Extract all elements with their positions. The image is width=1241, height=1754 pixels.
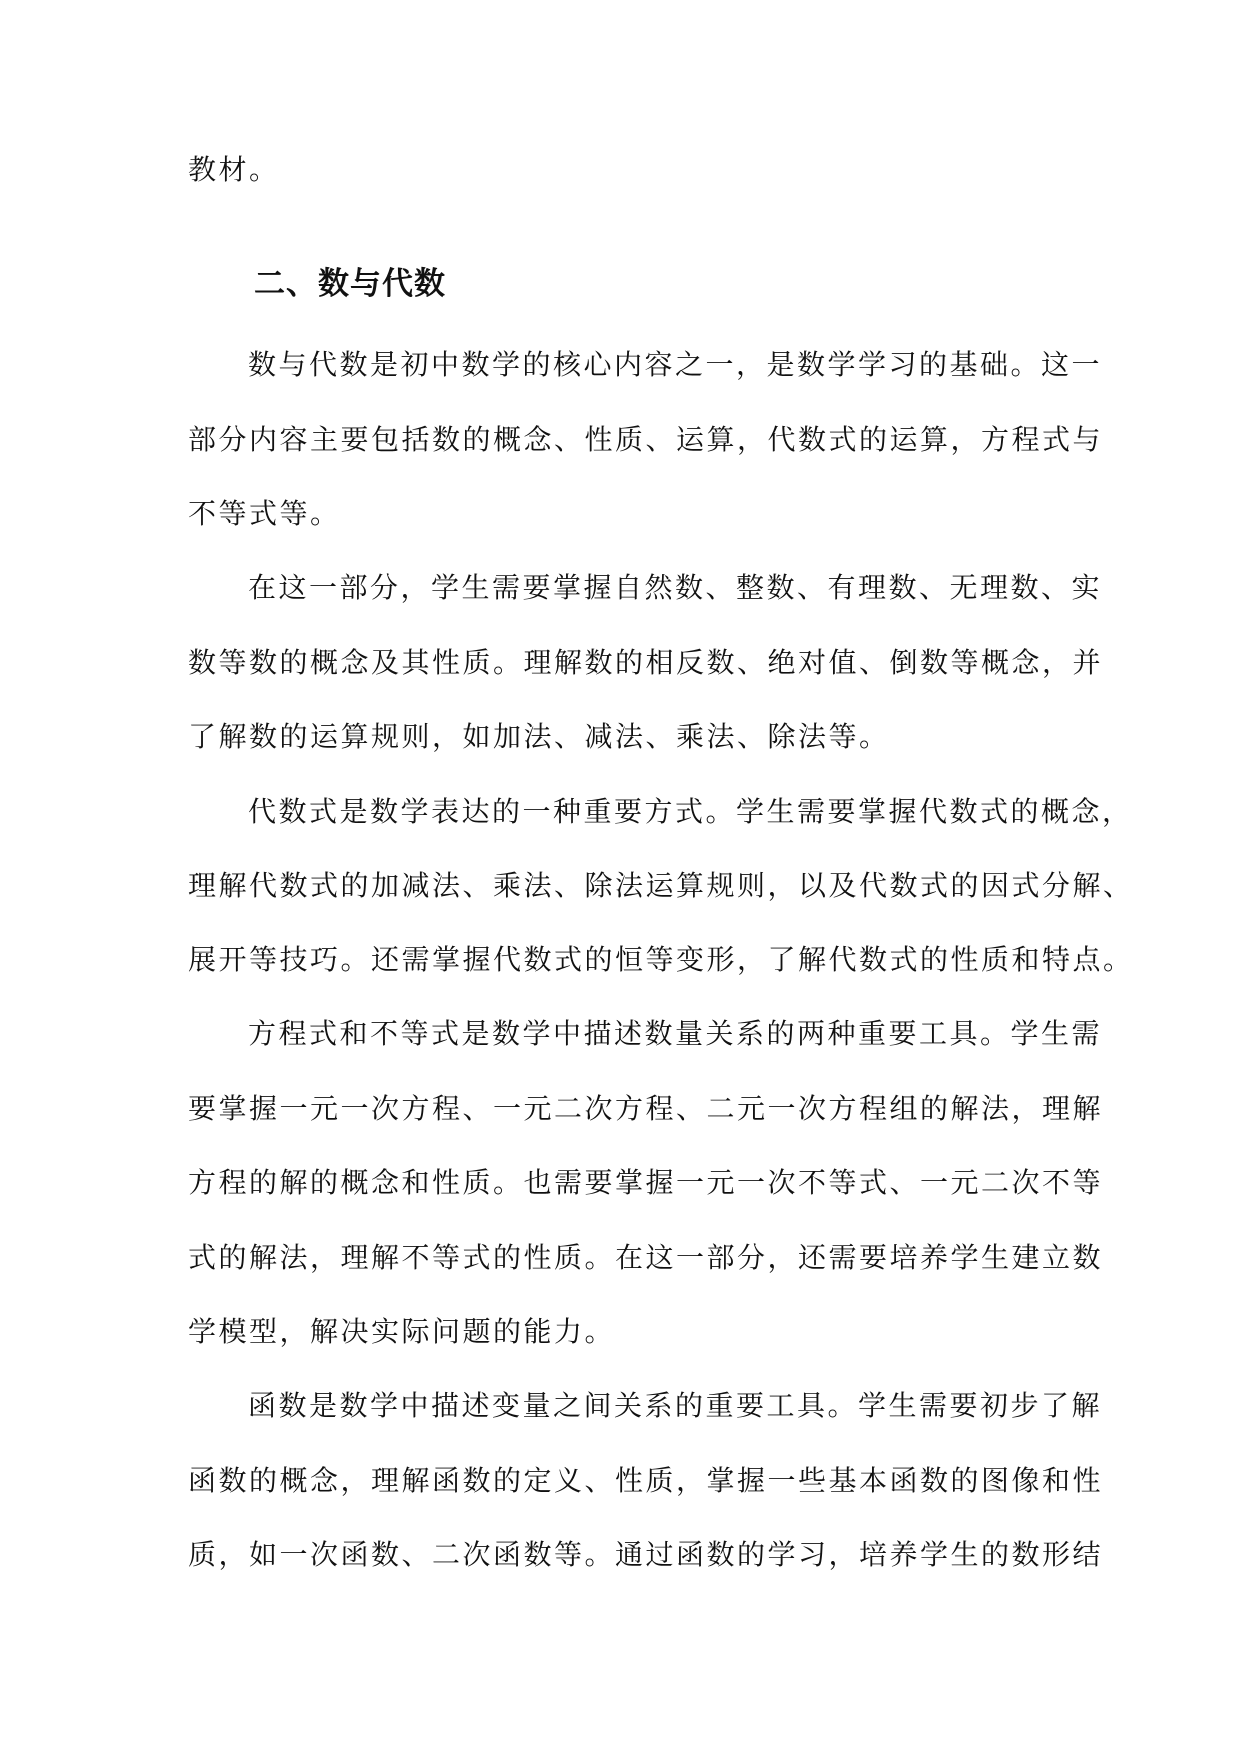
paragraph-line: 质，如一次函数、二次函数等。通过函数的学习，培养学生的数形结: [188, 1538, 1104, 1571]
paragraph-line: 式的解法，理解不等式的性质。在这一部分，还需要培养学生建立数: [188, 1241, 1104, 1274]
paragraph-line: 函数的概念，理解函数的定义、性质，掌握一些基本函数的图像和性: [188, 1464, 1104, 1497]
paragraph-line: 方程式和不等式是数学中描述数量关系的两种重要工具。学生需: [248, 1017, 1103, 1050]
paragraph-line: 了解数的运算规则，如加法、减法、乘法、除法等。: [188, 720, 890, 753]
paragraph-line: 不等式等。: [188, 497, 341, 530]
continuation-line: 教材。: [188, 153, 280, 186]
paragraph-line: 部分内容主要包括数的概念、性质、运算，代数式的运算，方程式与: [188, 423, 1104, 456]
paragraph-line: 在这一部分，学生需要掌握自然数、整数、有理数、无理数、实: [248, 571, 1103, 604]
paragraph-line: 理解代数式的加减法、乘法、除法运算规则，以及代数式的因式分解、: [188, 869, 1134, 902]
paragraph-line: 数等数的概念及其性质。理解数的相反数、绝对值、倒数等概念，并: [188, 646, 1104, 679]
paragraph-line: 学模型，解决实际问题的能力。: [188, 1315, 616, 1348]
paragraph-line: 数与代数是初中数学的核心内容之一，是数学学习的基础。这一: [248, 348, 1103, 381]
paragraph-line: 展开等技巧。还需掌握代数式的恒等变形，了解代数式的性质和特点。: [188, 943, 1134, 976]
section-heading: 二、数与代数: [254, 266, 446, 302]
paragraph-line: 要掌握一元一次方程、一元二次方程、二元一次方程组的解法，理解: [188, 1092, 1104, 1125]
paragraph-line: 方程的解的概念和性质。也需要掌握一元一次不等式、一元二次不等: [188, 1166, 1104, 1199]
paragraph-line: 代数式是数学表达的一种重要方式。学生需要掌握代数式的概念，: [248, 795, 1133, 828]
paragraph-line: 函数是数学中描述变量之间关系的重要工具。学生需要初步了解: [248, 1389, 1103, 1422]
